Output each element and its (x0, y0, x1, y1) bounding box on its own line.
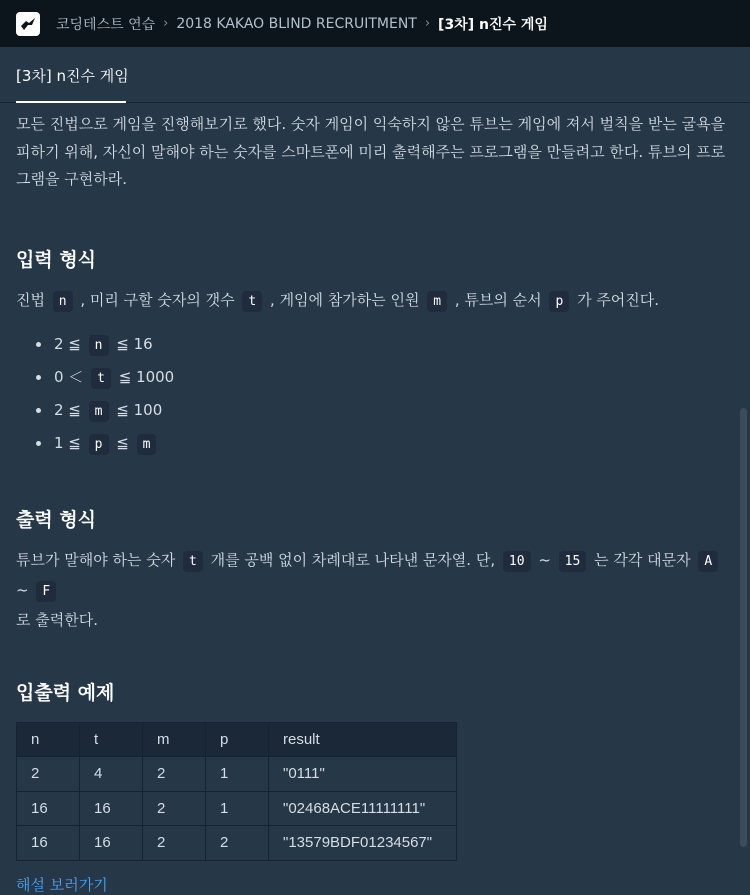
tab-bar (0, 47, 750, 103)
problem-description: 모든 진법으로 게임을 진행해보기로 했다. 숫자 게임이 익숙하지 않은 튜브는 게임에 져서 벌칙을 받는 굴욕을 피하기 위해, 자신이 말해야 하는 숫자를 스마트폰에 미리 출력해주는 프로그램을 만들려고 한다. 튜브의 프로그램을 구현하라. (16, 115, 726, 188)
examples-table (16, 722, 457, 861)
table-cell: "02468ACE11111111" (269, 791, 457, 826)
examples-heading: 입출력 예제 (16, 681, 115, 704)
breadcrumb-current: [3차] n진수 게임 (438, 16, 548, 33)
text: 진법 (16, 290, 45, 309)
column-header: result (269, 722, 457, 757)
table-cell: 1 (206, 791, 269, 826)
column-header: m (143, 722, 206, 757)
text: 가 주어진다. (577, 290, 660, 309)
constraint-list (34, 330, 734, 463)
input-heading: 입력 형식 (16, 248, 97, 271)
programmers-logo-icon[interactable] (16, 12, 40, 36)
code: t (183, 551, 203, 572)
table-cell: 16 (17, 826, 80, 861)
text: ≦ (116, 434, 129, 453)
text: ≦ 1000 (118, 367, 175, 386)
code: F (36, 581, 56, 602)
tab-problem[interactable]: [3차] n진수 게임 (16, 67, 129, 85)
table-cell: 2 (143, 757, 206, 792)
text: ~ (538, 550, 551, 569)
table-cell: 2 (17, 757, 80, 792)
code: n (89, 335, 109, 356)
table-cell: 16 (17, 791, 80, 826)
table-header-row (17, 722, 457, 757)
text: , 미리 구할 숫자의 갯수 (80, 290, 235, 309)
code: t (91, 368, 111, 389)
text: 1 ≦ (54, 434, 81, 453)
code-t: t (242, 291, 262, 312)
text: , 튜브의 순서 (454, 290, 542, 309)
text: 개를 공백 없이 차례대로 나타낸 문자열. 단, (210, 550, 496, 569)
column-header: p (206, 722, 269, 757)
table-cell: 16 (80, 826, 143, 861)
top-nav (0, 0, 750, 47)
text: 튜브가 말해야 하는 숫자 (16, 550, 176, 569)
column-header: t (80, 722, 143, 757)
breadcrumb-kakao[interactable]: 2018 KAKAO BLIND RECRUITMENT (176, 15, 417, 32)
chevron-right-icon: › (424, 16, 431, 31)
code: m (89, 401, 109, 422)
list-item (34, 429, 734, 462)
table-cell: 2 (206, 826, 269, 861)
text: , 게임에 참가하는 인원 (270, 290, 420, 309)
chevron-right-icon: › (163, 16, 169, 31)
breadcrumb-coding-test[interactable]: 코딩테스트 연습 (56, 16, 156, 33)
text: 는 각각 대문자 (594, 550, 691, 569)
table-cell: 2 (143, 826, 206, 861)
text: ≦ 100 (116, 401, 163, 420)
table-cell: 1 (206, 757, 269, 792)
problem-content (0, 103, 750, 895)
output-heading: 출력 형식 (16, 508, 97, 531)
table-cell: 16 (80, 791, 143, 826)
code: 10 (503, 551, 531, 572)
code-n: n (53, 291, 73, 312)
text: 2 ≦ (54, 334, 81, 353)
table-row (17, 791, 457, 826)
code-m: m (427, 291, 447, 312)
text: ≦ 16 (116, 334, 153, 353)
table-cell: "13579BDF01234567" (269, 826, 457, 861)
code: p (89, 434, 109, 455)
output-text (16, 546, 734, 606)
code: 15 (559, 551, 587, 572)
solution-link[interactable]: 해설 보러가기 (16, 875, 108, 894)
table-row (17, 757, 457, 792)
code: A (698, 551, 718, 572)
list-item (34, 330, 734, 363)
column-header: n (17, 722, 80, 757)
table-cell: 2 (143, 791, 206, 826)
text: 2 ≦ (54, 401, 81, 420)
text: ~ (16, 580, 29, 599)
table-row (17, 826, 457, 861)
code-p: p (549, 291, 569, 312)
code: m (137, 434, 157, 455)
table-cell: 4 (80, 757, 143, 792)
table-cell: "0111" (269, 757, 457, 792)
scrollbar-thumb[interactable] (740, 408, 747, 847)
text: 0 ＜ (54, 367, 84, 386)
input-text (16, 286, 734, 316)
list-item (34, 396, 734, 429)
list-item (34, 363, 734, 396)
output-text-2: 로 출력한다. (16, 610, 98, 629)
